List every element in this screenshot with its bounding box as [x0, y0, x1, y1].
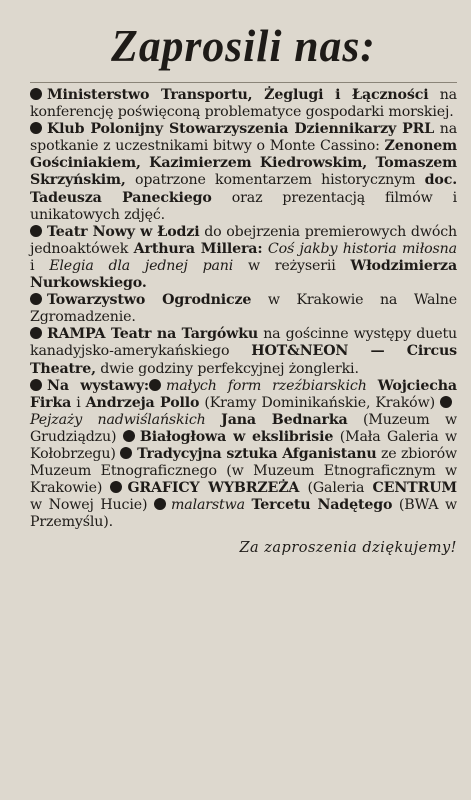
- italic-text: Elegia dla jednej pani: [49, 257, 234, 274]
- bold-text: GRAFICY WYBRZEŻA: [127, 480, 300, 497]
- bold-text: RAMPA Teatr na Targówku: [47, 326, 259, 343]
- bullet-icon: [30, 88, 42, 100]
- bold-text: Tradycyjna sztuka Afganistanu: [137, 445, 377, 462]
- text-run: i: [71, 394, 86, 411]
- bullet-icon: [30, 225, 42, 237]
- bullet-icon: [440, 396, 452, 408]
- bullet-icon: [123, 430, 135, 442]
- headline-rule: [30, 82, 457, 83]
- bold-text: Wojciecha Firka: [30, 377, 457, 411]
- bullet-icon: [30, 379, 42, 391]
- bold-text: Tercetu Nadętego: [251, 497, 393, 514]
- invitation-entry: [30, 87, 457, 121]
- text-run: oraz prezentacją filmów i unikatowych zdjęć.: [30, 189, 457, 223]
- text-run: [367, 378, 378, 394]
- text-run: (Kramy Dominikańskie, Kraków): [199, 394, 440, 411]
- bold-text: Na wystawy:: [47, 377, 149, 394]
- text-run: na spotkanie z uczestnikami bitwy o Monte Cassino:: [30, 121, 457, 155]
- text-run: opatrzone komentarzem historycznym: [125, 172, 425, 189]
- bold-text: Towarzystwo Ogrodnicze: [47, 292, 252, 309]
- bold-text: HOT&NEON — Circus Theatre,: [30, 343, 457, 377]
- bold-text: Jana Bednarka: [221, 411, 348, 428]
- invitation-entry: [30, 326, 457, 377]
- italic-text: Coś jakby historia miłosna: [267, 240, 457, 257]
- bullet-icon: [149, 379, 161, 391]
- text-run: w Nowej Hucie): [30, 497, 154, 514]
- bullet-icon: [30, 293, 42, 305]
- text-run: (BWA w Przemyślu).: [30, 497, 457, 531]
- text-run: do obejrzenia premierowych dwóch jednoaktówek: [30, 223, 458, 257]
- text-run: [206, 412, 221, 428]
- text-run: [245, 497, 252, 513]
- bold-text: Ministerstwo Transportu, Żeglugi i Łączności: [47, 87, 429, 103]
- italic-text: malarstwa: [170, 497, 245, 514]
- invitation-entry: [30, 292, 457, 326]
- bold-text: Zenonem Gościniakiem, Kazimierzem Kiedrowskim, Tomaszem Skrzyńskim,: [30, 138, 457, 189]
- bold-text: Teatr Nowy w Łodzi: [47, 223, 200, 240]
- text-run: (Galeria: [299, 480, 373, 497]
- text-run: w reżyserii: [233, 257, 351, 274]
- bullet-icon: [110, 481, 122, 493]
- bullet-icon: [154, 498, 166, 510]
- bold-text: Arthura Millera:: [133, 240, 263, 257]
- text-run: (Mała Galeria w Kołobrzegu): [30, 428, 457, 462]
- text-run: (Muzeum w Grudziądzu): [30, 411, 458, 445]
- text-run: w Krakowie na Walne Zgromadzenie.: [30, 292, 457, 326]
- invitation-list: [30, 87, 457, 531]
- bold-text: Włodzimierza Nurkowskiego.: [30, 257, 457, 292]
- bold-text: CENTRUM: [372, 480, 457, 497]
- text-run: ze zbiorów Muzeum Etnograficznego (w Muzeum Etnograficznym w Krakowie): [30, 445, 457, 497]
- bullet-icon: [30, 327, 42, 339]
- bold-text: Klub Polonijny Stowarzyszenia Dziennikarzy PRL: [47, 121, 435, 138]
- bold-text: doc. Tadeusza Paneckiego: [30, 172, 457, 206]
- headline: Zaprosili nas:: [111, 20, 376, 71]
- bold-text: Andrzeja Pollo: [85, 394, 200, 411]
- text-run: na konferencję poświęconą problematyce gospodarki morskiej.: [30, 87, 457, 121]
- bullet-icon: [30, 122, 42, 134]
- text-run: i: [30, 257, 50, 274]
- bold-text: Białogłowa w ekslibrisie: [139, 428, 334, 445]
- italic-text: małych form rzeźbiarskich: [166, 377, 367, 394]
- invitation-entry: [30, 121, 457, 224]
- text-run: na gościnne występy duetu kanadyjsko-amerykańskiego: [30, 326, 457, 360]
- bullet-icon: [120, 447, 132, 459]
- invitation-entry: [30, 378, 457, 532]
- invitation-entry: [30, 224, 457, 292]
- italic-text: Pejzaży nadwiślańskich: [30, 411, 206, 428]
- closing-line: Za zaproszenia dziękujemy!: [239, 540, 457, 557]
- text-run: dwie godziny perfekcyjnej żonglerki.: [95, 360, 359, 377]
